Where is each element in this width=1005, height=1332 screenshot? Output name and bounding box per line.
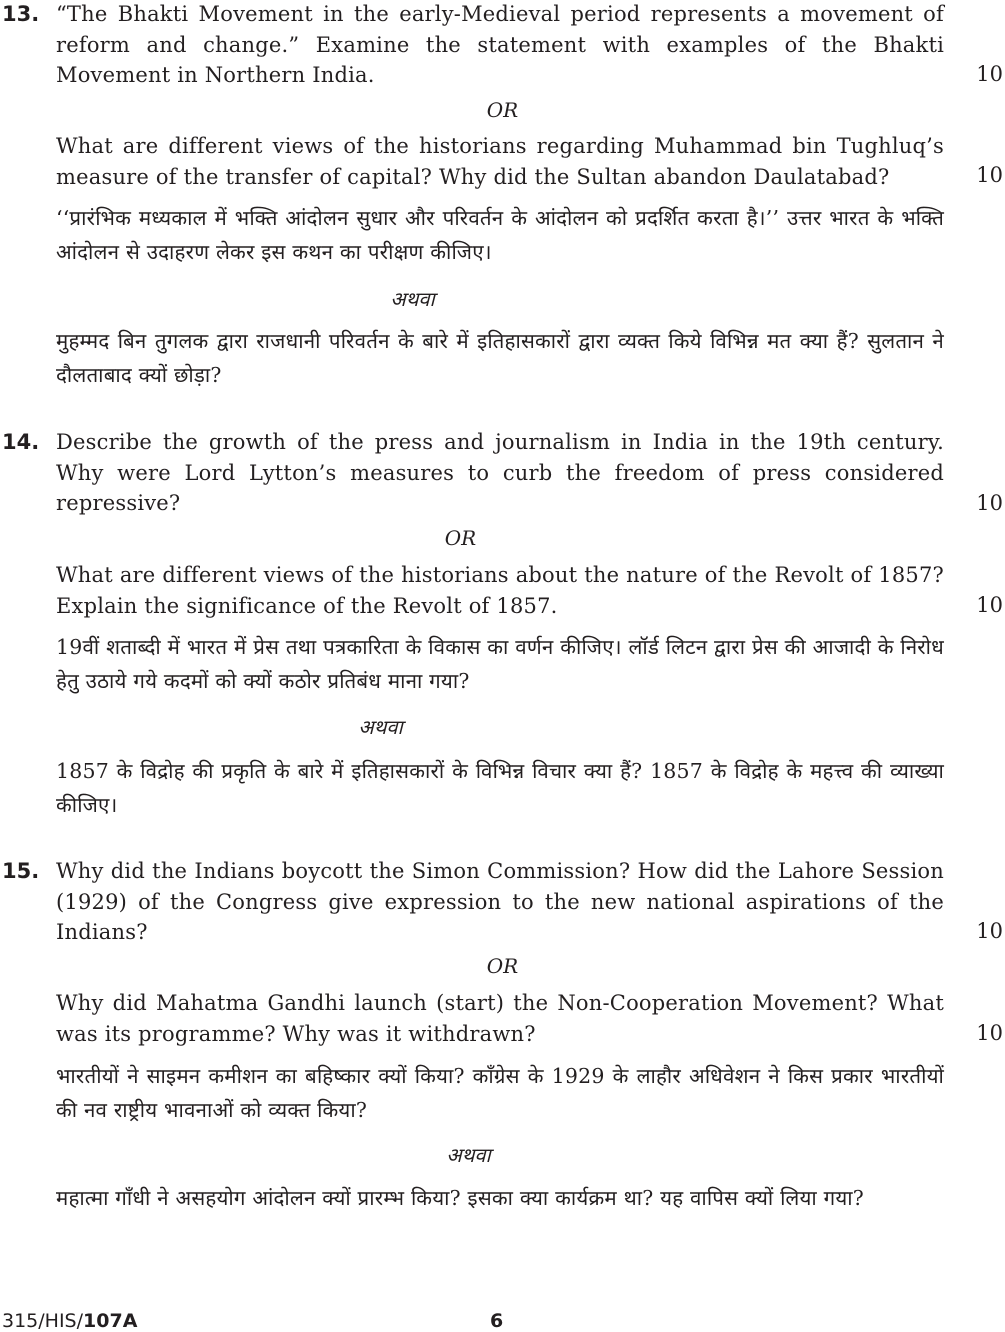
alt-question-text-english: Why did Mahatma Gandhi launch (start) the Non-Cooperation Movement? What was its programme? Why was it withdrawn?: [56, 991, 944, 1046]
alt-question-text-english: What are different views of the historians about the nature of the Revolt of 1857? Explain the significance of the Revolt of 1857.: [56, 563, 944, 618]
alt-marks: 10: [976, 1021, 1003, 1045]
question-number: 13.: [2, 2, 40, 26]
question-text-hindi: 19वीं शताब्दी में भारत में प्रेस तथा पत्रकारिता के विकास का वर्णन कीजिए। लॉर्ड लिटन द्वारा प्रेस की आजादी के निरोध हेतु उठाये गये कदमों को क्यों कठोर प्रतिबंध माना गया?: [56, 635, 944, 693]
question-text-english: “The Bhakti Movement in the early-Medieval period represents a movement of reform and change.” Examine the statement with examples of the Bhakti Movement in Northern India.: [56, 2, 944, 87]
question-text-english: Describe the growth of the press and journalism in India in the 19th century. Why were Lord Lytton’s measures to curb the freedom of press considered repressive?: [56, 430, 944, 515]
marks: 10: [976, 919, 1003, 943]
question-number: 15.: [2, 859, 40, 883]
paper-code: [2, 1310, 137, 1332]
marks: 10: [976, 62, 1003, 86]
question-text-hindi: भारतीयों ने साइमन कमीशन का बहिष्कार क्यों किया? काँग्रेस के 1929 के लाहौर अधिवेशन ने किस प्रकार भारतीयों की नव राष्ट्रीय भावनाओं को व्यक्त किया?: [56, 1064, 944, 1122]
hindi-or-label: अथवा: [390, 287, 435, 311]
marks: 10: [976, 491, 1003, 515]
alt-marks: 10: [976, 163, 1003, 187]
or-label: OR: [486, 954, 519, 978]
paper-code-prefix: 315/HIS/: [2, 1310, 84, 1332]
or-label: OR: [444, 526, 477, 550]
question-text-english: Why did the Indians boycott the Simon Commission? How did the Lahore Session (1929) of the Congress give expression to the new national aspirations of the Indians?: [56, 859, 944, 944]
or-label: OR: [486, 98, 519, 122]
question-text-hindi: ‘‘प्रारंभिक मध्यकाल में भक्ति आंदोलन सुधार और परिवर्तन के आंदोलन को प्रदर्शित करता है।’’ उत्तर भारत के भक्ति आंदोलन से उदाहरण लेकर इस कथन का परीक्षण कीजिए।: [56, 206, 944, 264]
hindi-or-label: अथवा: [446, 1143, 491, 1167]
alt-question-text-hindi: 1857 के विद्रोह की प्रकृति के बारे में इतिहासकारों के विभिन्न विचार क्या हैं? 1857 के विद्रोह के महत्त्व की व्याख्या कीजिए।: [56, 759, 944, 817]
alt-marks: 10: [976, 593, 1003, 617]
alt-question-text-hindi: मुहम्मद बिन तुगलक द्वारा राजधानी परिवर्तन के बारे में इतिहासकारों द्वारा व्यक्त किये विभिन्न मत क्या हैं? सुलतान ने दौलताबाद क्यों छोड़ा?: [56, 329, 944, 387]
page-number: 6: [490, 1310, 504, 1332]
alt-question-text-english: What are different views of the historians regarding Muhammad bin Tughluq’s measure of the transfer of capital? Why did the Sultan abandon Daulatabad?: [56, 134, 944, 189]
question-number: 14.: [2, 430, 40, 454]
alt-question-text-hindi: महात्मा गाँधी ने असहयोग आंदोलन क्यों प्रारम्भ किया? इसका क्या कार्यक्रम था? यह वापिस क्यों लिया गया?: [56, 1186, 864, 1210]
hindi-or-label: अथवा: [358, 715, 403, 739]
paper-code-suffix: 107A: [83, 1310, 138, 1332]
